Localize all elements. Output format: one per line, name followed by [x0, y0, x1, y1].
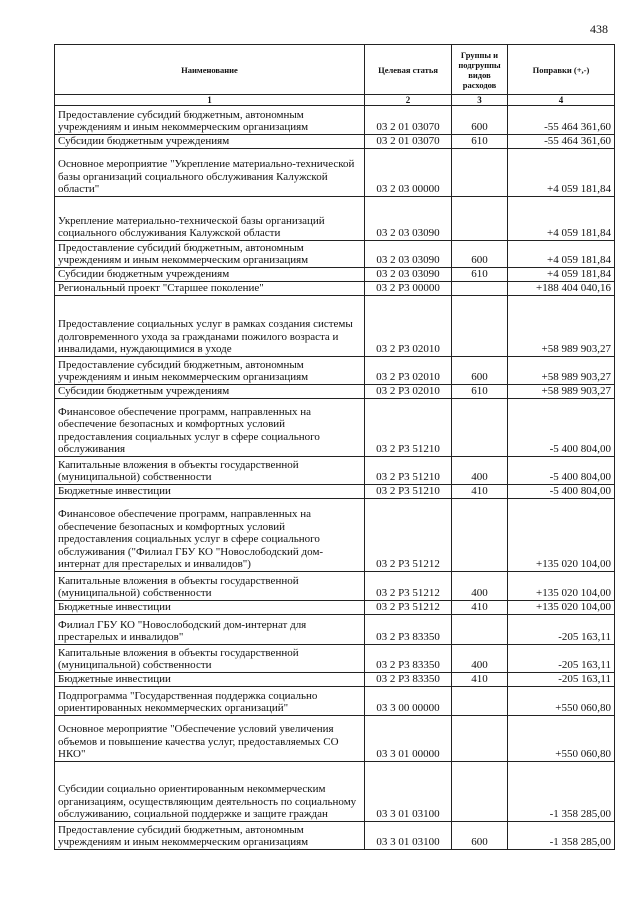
row-group: 600 — [452, 106, 508, 135]
row-code: 03 2 P3 02010 — [365, 357, 452, 385]
row-name: Бюджетные инвестиции — [55, 485, 365, 499]
table-row — [55, 149, 615, 197]
row-amount: -5 400 804,00 — [508, 399, 615, 457]
row-name: Финансовое обеспечение программ, направленных на обеспечение безопасных и комфортных условий предоставления социальных услуг в сфере социального обслуживания ("Филиал ГБУ КО "Новослободский дом-интернат для престарелых и инвалидов") — [55, 499, 365, 572]
table-row — [55, 601, 615, 615]
header-group: Группы и подгруппы видов расходов — [452, 45, 508, 95]
row-name: Подпрограмма "Государственная поддержка социально ориентированных некоммерческих организаций" — [55, 687, 365, 716]
row-name: Предоставление субсидий бюджетным, автономным учреждениям и иным некоммерческим организациям — [55, 822, 365, 850]
table-row — [55, 385, 615, 399]
row-name: Предоставление социальных услуг в рамках создания системы долговременного ухода за гражданами пожилого возраста и инвалидами, нуждающимися в уходе — [55, 296, 365, 357]
row-amount: +135 020 104,00 — [508, 572, 615, 601]
column-number-row — [55, 95, 615, 106]
table-row — [55, 357, 615, 385]
row-code: 03 2 01 03070 — [365, 135, 452, 149]
row-code: 03 2 01 03070 — [365, 106, 452, 135]
row-name: Предоставление субсидий бюджетным, автономным учреждениям и иным некоммерческим организациям — [55, 241, 365, 268]
row-group: 400 — [452, 572, 508, 601]
row-amount: -55 464 361,60 — [508, 135, 615, 149]
table-row — [55, 106, 615, 135]
row-amount: +550 060,80 — [508, 687, 615, 716]
row-code: 03 2 P3 02010 — [365, 385, 452, 399]
row-code: 03 2 P3 00000 — [365, 282, 452, 296]
row-group — [452, 716, 508, 762]
row-amount: -55 464 361,60 — [508, 106, 615, 135]
table-row — [55, 762, 615, 822]
row-code: 03 2 P3 51212 — [365, 572, 452, 601]
column-number: 2 — [365, 95, 452, 106]
row-name: Региональный проект "Старшее поколение" — [55, 282, 365, 296]
table-row — [55, 282, 615, 296]
row-group — [452, 197, 508, 241]
page-number: 438 — [590, 22, 608, 36]
row-group: 400 — [452, 457, 508, 485]
row-code: 03 2 P3 51210 — [365, 457, 452, 485]
row-group: 410 — [452, 485, 508, 499]
row-group — [452, 615, 508, 645]
row-group: 610 — [452, 268, 508, 282]
row-name: Субсидии бюджетным учреждениям — [55, 135, 365, 149]
row-group: 610 — [452, 135, 508, 149]
row-name: Филиал ГБУ КО "Новослободский дом-интернат для престарелых и инвалидов" — [55, 615, 365, 645]
row-code: 03 2 P3 83350 — [365, 615, 452, 645]
row-amount: +58 989 903,27 — [508, 357, 615, 385]
row-code: 03 2 P3 02010 — [365, 296, 452, 357]
header-name: Наименование — [55, 45, 365, 95]
row-name: Основное мероприятие "Обеспечение условий увеличения объемов и повышение качества услуг, предоставляемых СО НКО" — [55, 716, 365, 762]
table-row — [55, 241, 615, 268]
row-code: 03 2 P3 51210 — [365, 485, 452, 499]
row-code: 03 3 01 03100 — [365, 762, 452, 822]
row-name: Основное мероприятие "Укрепление материально-технической базы организаций социального обслуживания Калужской области" — [55, 149, 365, 197]
table-row — [55, 822, 615, 850]
row-code: 03 2 03 00000 — [365, 149, 452, 197]
row-name: Предоставление субсидий бюджетным, автономным учреждениям и иным некоммерческим организациям — [55, 106, 365, 135]
table-row — [55, 399, 615, 457]
table-row — [55, 485, 615, 499]
row-group — [452, 296, 508, 357]
column-number: 3 — [452, 95, 508, 106]
row-name: Капитальные вложения в объекты государственной (муниципальной) собственности — [55, 572, 365, 601]
header-code: Целевая статья — [365, 45, 452, 95]
row-name: Финансовое обеспечение программ, направленных на обеспечение безопасных и комфортных условий предоставления социальных услуг в сфере социального обслуживания — [55, 399, 365, 457]
row-group: 600 — [452, 822, 508, 850]
row-group: 600 — [452, 241, 508, 268]
row-amount: +4 059 181,84 — [508, 149, 615, 197]
table-row — [55, 296, 615, 357]
row-name: Субсидии бюджетным учреждениям — [55, 385, 365, 399]
row-name: Капитальные вложения в объекты государственной (муниципальной) собственности — [55, 457, 365, 485]
row-group: 410 — [452, 673, 508, 687]
row-amount: -205 163,11 — [508, 645, 615, 673]
row-amount: +135 020 104,00 — [508, 499, 615, 572]
row-amount: -1 358 285,00 — [508, 822, 615, 850]
row-group — [452, 687, 508, 716]
table-row — [55, 673, 615, 687]
row-code: 03 2 03 03090 — [365, 197, 452, 241]
row-code: 03 2 P3 51210 — [365, 399, 452, 457]
row-code: 03 3 01 03100 — [365, 822, 452, 850]
row-amount: +4 059 181,84 — [508, 268, 615, 282]
table-row — [55, 197, 615, 241]
row-group: 610 — [452, 385, 508, 399]
table-row — [55, 268, 615, 282]
budget-table — [54, 44, 615, 850]
table-row — [55, 615, 615, 645]
table-row — [55, 457, 615, 485]
row-group — [452, 149, 508, 197]
table-row — [55, 645, 615, 673]
row-code: 03 2 03 03090 — [365, 268, 452, 282]
row-group — [452, 399, 508, 457]
row-name: Укрепление материально-технической базы организаций социального обслуживания Калужской области — [55, 197, 365, 241]
row-amount: -1 358 285,00 — [508, 762, 615, 822]
table-row — [55, 499, 615, 572]
row-amount: +188 404 040,16 — [508, 282, 615, 296]
row-amount: +58 989 903,27 — [508, 296, 615, 357]
row-code: 03 3 00 00000 — [365, 687, 452, 716]
table-row — [55, 687, 615, 716]
row-group: 600 — [452, 357, 508, 385]
row-code: 03 2 P3 51212 — [365, 499, 452, 572]
row-name: Субсидии бюджетным учреждениям — [55, 268, 365, 282]
row-amount: -205 163,11 — [508, 673, 615, 687]
row-amount: -205 163,11 — [508, 615, 615, 645]
table-row — [55, 572, 615, 601]
table-row — [55, 716, 615, 762]
row-name: Бюджетные инвестиции — [55, 673, 365, 687]
row-amount: +58 989 903,27 — [508, 385, 615, 399]
row-group — [452, 282, 508, 296]
row-code: 03 2 P3 51212 — [365, 601, 452, 615]
header-amount: Поправки (+,-) — [508, 45, 615, 95]
row-name: Бюджетные инвестиции — [55, 601, 365, 615]
row-amount: +4 059 181,84 — [508, 241, 615, 268]
row-code: 03 2 P3 83350 — [365, 673, 452, 687]
row-amount: +4 059 181,84 — [508, 197, 615, 241]
row-amount: +135 020 104,00 — [508, 601, 615, 615]
row-group — [452, 762, 508, 822]
row-name: Капитальные вложения в объекты государственной (муниципальной) собственности — [55, 645, 365, 673]
row-group: 410 — [452, 601, 508, 615]
table-row — [55, 135, 615, 149]
row-amount: -5 400 804,00 — [508, 485, 615, 499]
row-amount: +550 060,80 — [508, 716, 615, 762]
column-number: 1 — [55, 95, 365, 106]
row-name: Субсидии социально ориентированным некоммерческим организациям, осуществляющим деятельность по социальному обслуживанию, социальной поддержке и защите граждан — [55, 762, 365, 822]
column-number: 4 — [508, 95, 615, 106]
row-name: Предоставление субсидий бюджетным, автономным учреждениям и иным некоммерческим организациям — [55, 357, 365, 385]
row-code: 03 3 01 00000 — [365, 716, 452, 762]
row-group: 400 — [452, 645, 508, 673]
row-amount: -5 400 804,00 — [508, 457, 615, 485]
row-group — [452, 499, 508, 572]
row-code: 03 2 P3 83350 — [365, 645, 452, 673]
header-row — [55, 45, 615, 95]
row-code: 03 2 03 03090 — [365, 241, 452, 268]
